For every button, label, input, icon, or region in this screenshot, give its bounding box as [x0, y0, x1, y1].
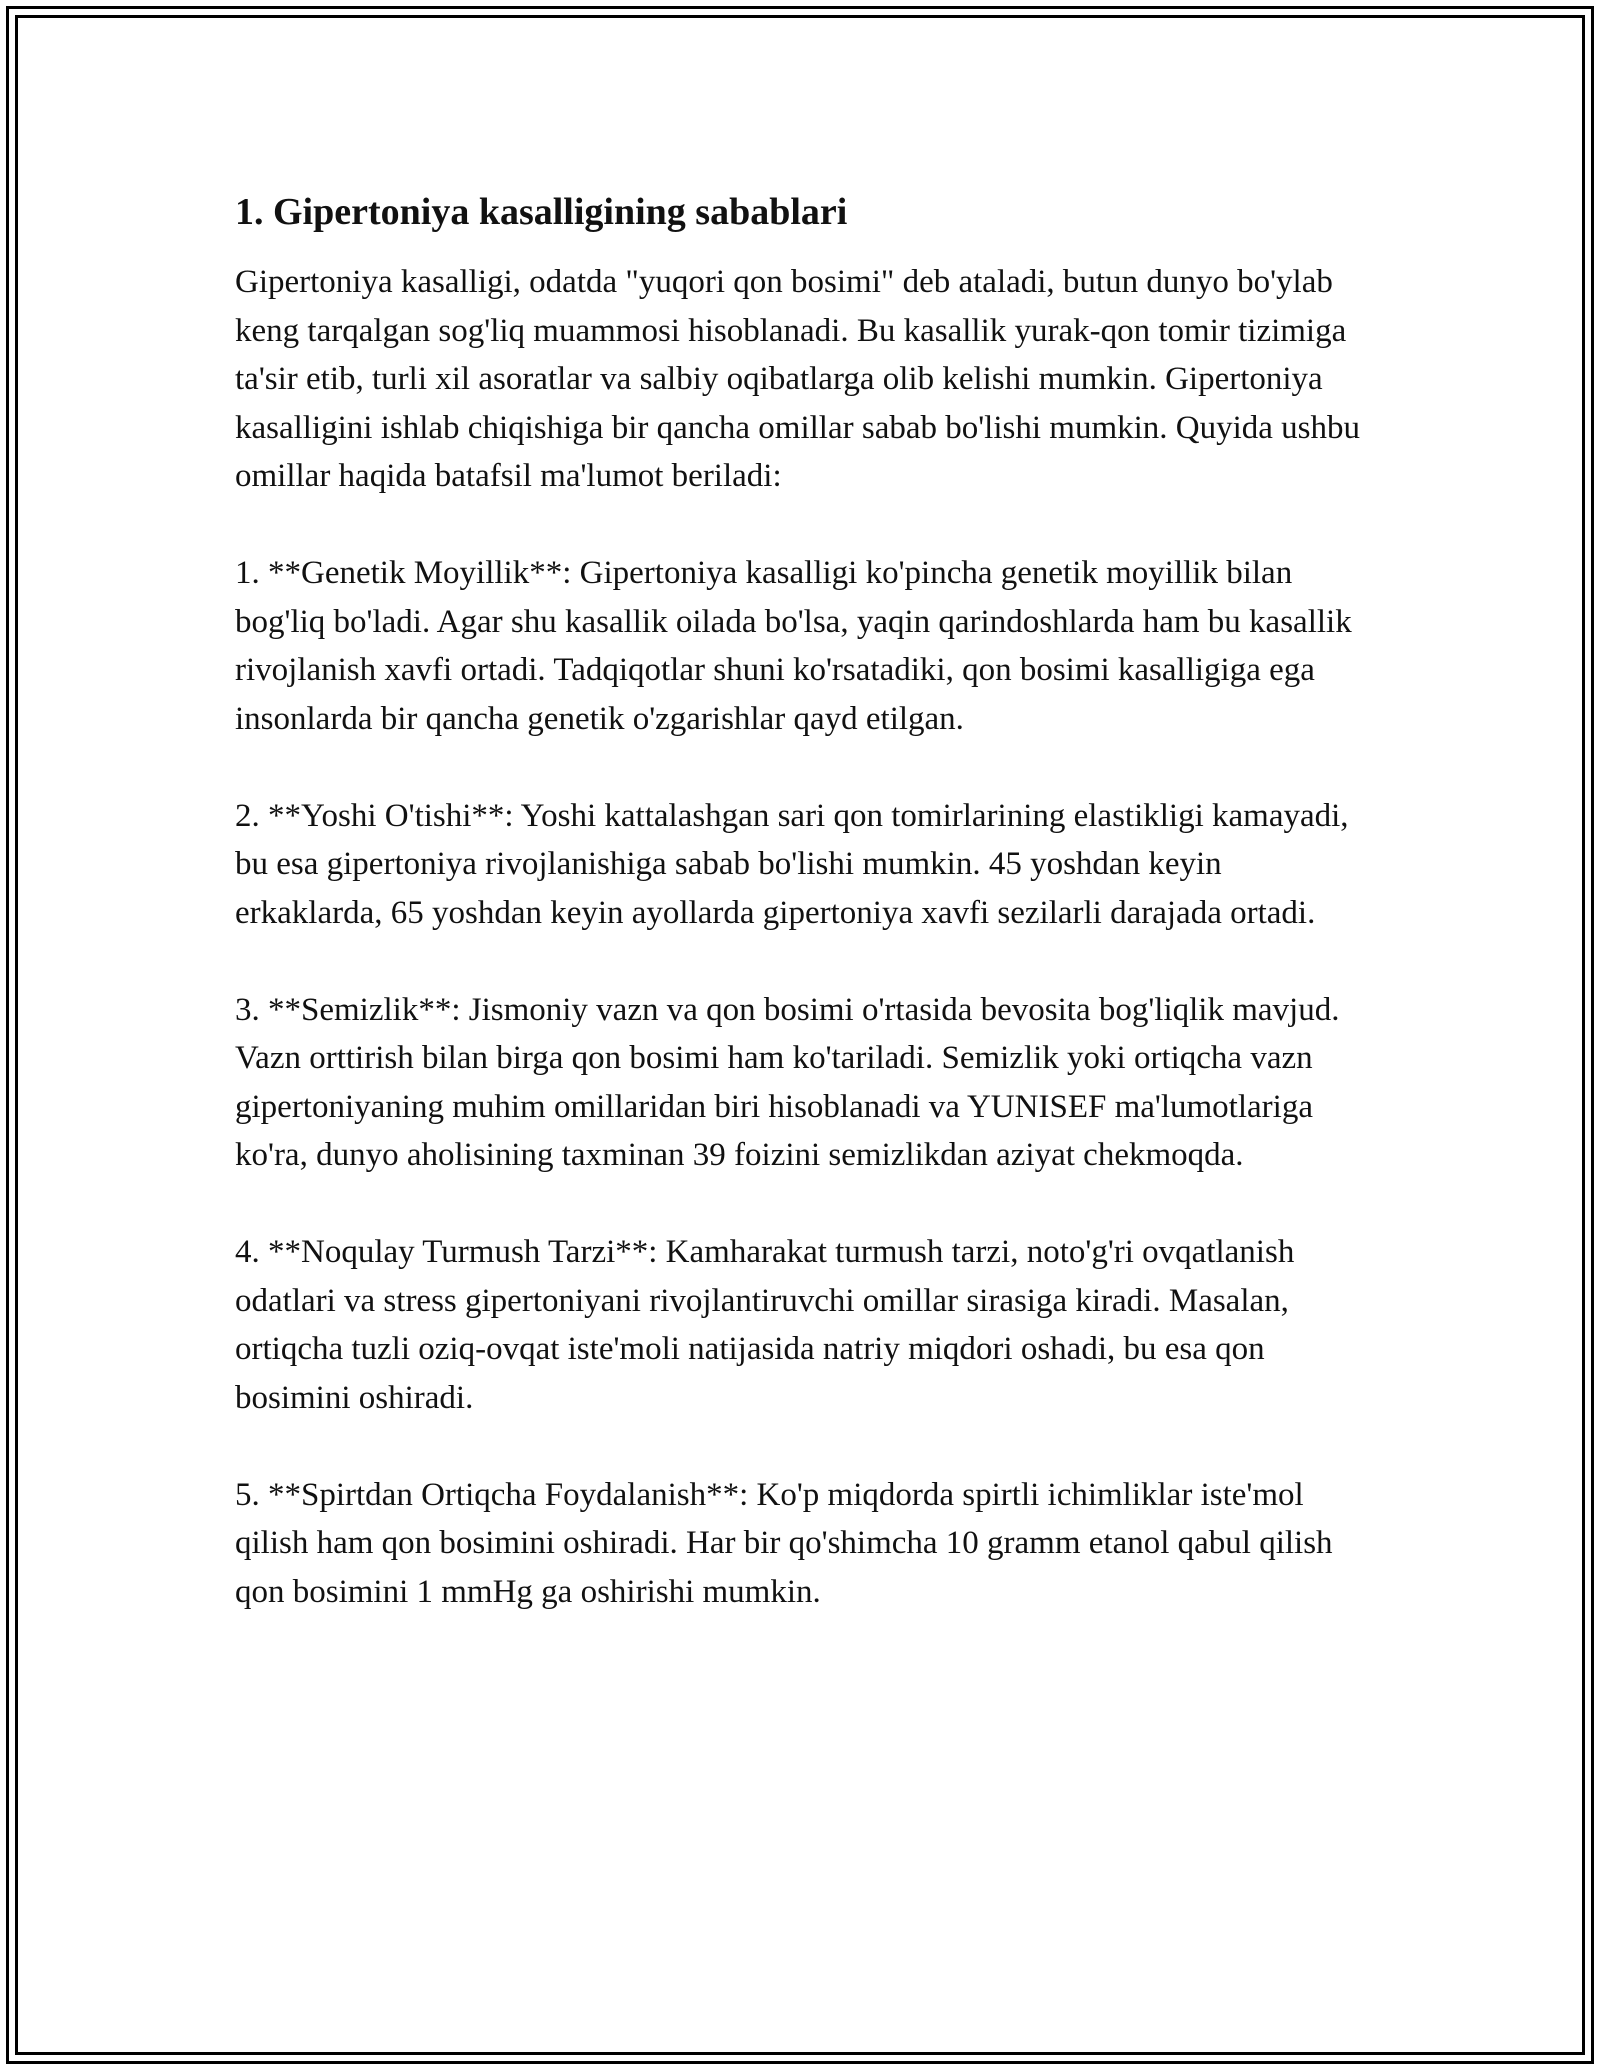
- document-body: [235, 188, 1375, 1665]
- paragraph-obesity: 3. **Semizlik**: Jismoniy vazn va qon bosimi o'rtasida bevosita bog'liqlik mavjud. Vazn orttirish bilan birga qon bosimi ham ko'tariladi. Semizlik yoki ortiqcha vazn gipertoniyaning muhim omillaridan biri hisoblanadi va YUNISEF ma'lumotlariga ko'ra, dunyo aholisining taxminan 39 foizini semizlikdan aziyat chekmoqda.: [235, 991, 1340, 1173]
- document-title: 1. Gipertoniya kasalligining sabablari: [235, 191, 848, 233]
- paragraph-age: 2. **Yoshi O'tishi**: Yoshi kattalashgan sari qon tomirlarining elastikligi kamayadi, bu esa gipertoniya rivojlanishiga sabab bo'lishi mumkin. 45 yoshdan keyin erkaklarda, 65 yoshdan keyin ayollarda gipertoniya xavfi sezilarli darajada ortadi.: [235, 797, 1349, 931]
- paragraph-alcohol: 5. **Spirtdan Ortiqcha Foydalanish**: Ko'p miqdorda spirtli ichimliklar iste'mol qilish ham qon bosimini oshiradi. Har bir qo'shimcha 10 gramm etanol qabul qilish qon bosimini 1 mmHg ga oshirishi mumkin.: [235, 1476, 1333, 1610]
- paragraph-intro: Gipertoniya kasalligi, odatda "yuqori qon bosimi" deb ataladi, butun dunyo bo'ylab keng tarqalgan sog'liq muammosi hisoblanadi. Bu kasallik yurak-qon tomir tizimiga ta'sir etib, turli xil asoratlar va salbiy oqibatlarga olib kelishi mumkin. Gipertoniya kasalligini ishlab chiqishiga bir qancha omillar sabab bo'lishi mumkin. Quyida ushbu omillar haqida batafsil ma'lumot beriladi:: [235, 264, 1361, 494]
- paragraph-lifestyle: 4. **Noqulay Turmush Tarzi**: Kamharakat turmush tarzi, noto'g'ri ovqatlanish odatlari va stress gipertoniyani rivojlantiruvchi omillar sirasiga kiradi. Masalan, ortiqcha tuzli oziq-ovqat iste'moli natijasida natriy miqdori oshadi, bu esa qon bosimini oshiradi.: [235, 1234, 1295, 1416]
- paragraph-genetic: 1. **Genetik Moyillik**: Gipertoniya kasalligi ko'pincha genetik moyillik bilan bog'liq bo'ladi. Agar shu kasallik oilada bo'lsa, yaqin qarindoshlarda ham bu kasallik rivojlanish xavfi ortadi. Tadqiqotlar shuni ko'rsatadiki, qon bosimi kasalligiga ega insonlarda bir qancha genetik o'zgarishlar qayd etilgan.: [235, 555, 1352, 737]
